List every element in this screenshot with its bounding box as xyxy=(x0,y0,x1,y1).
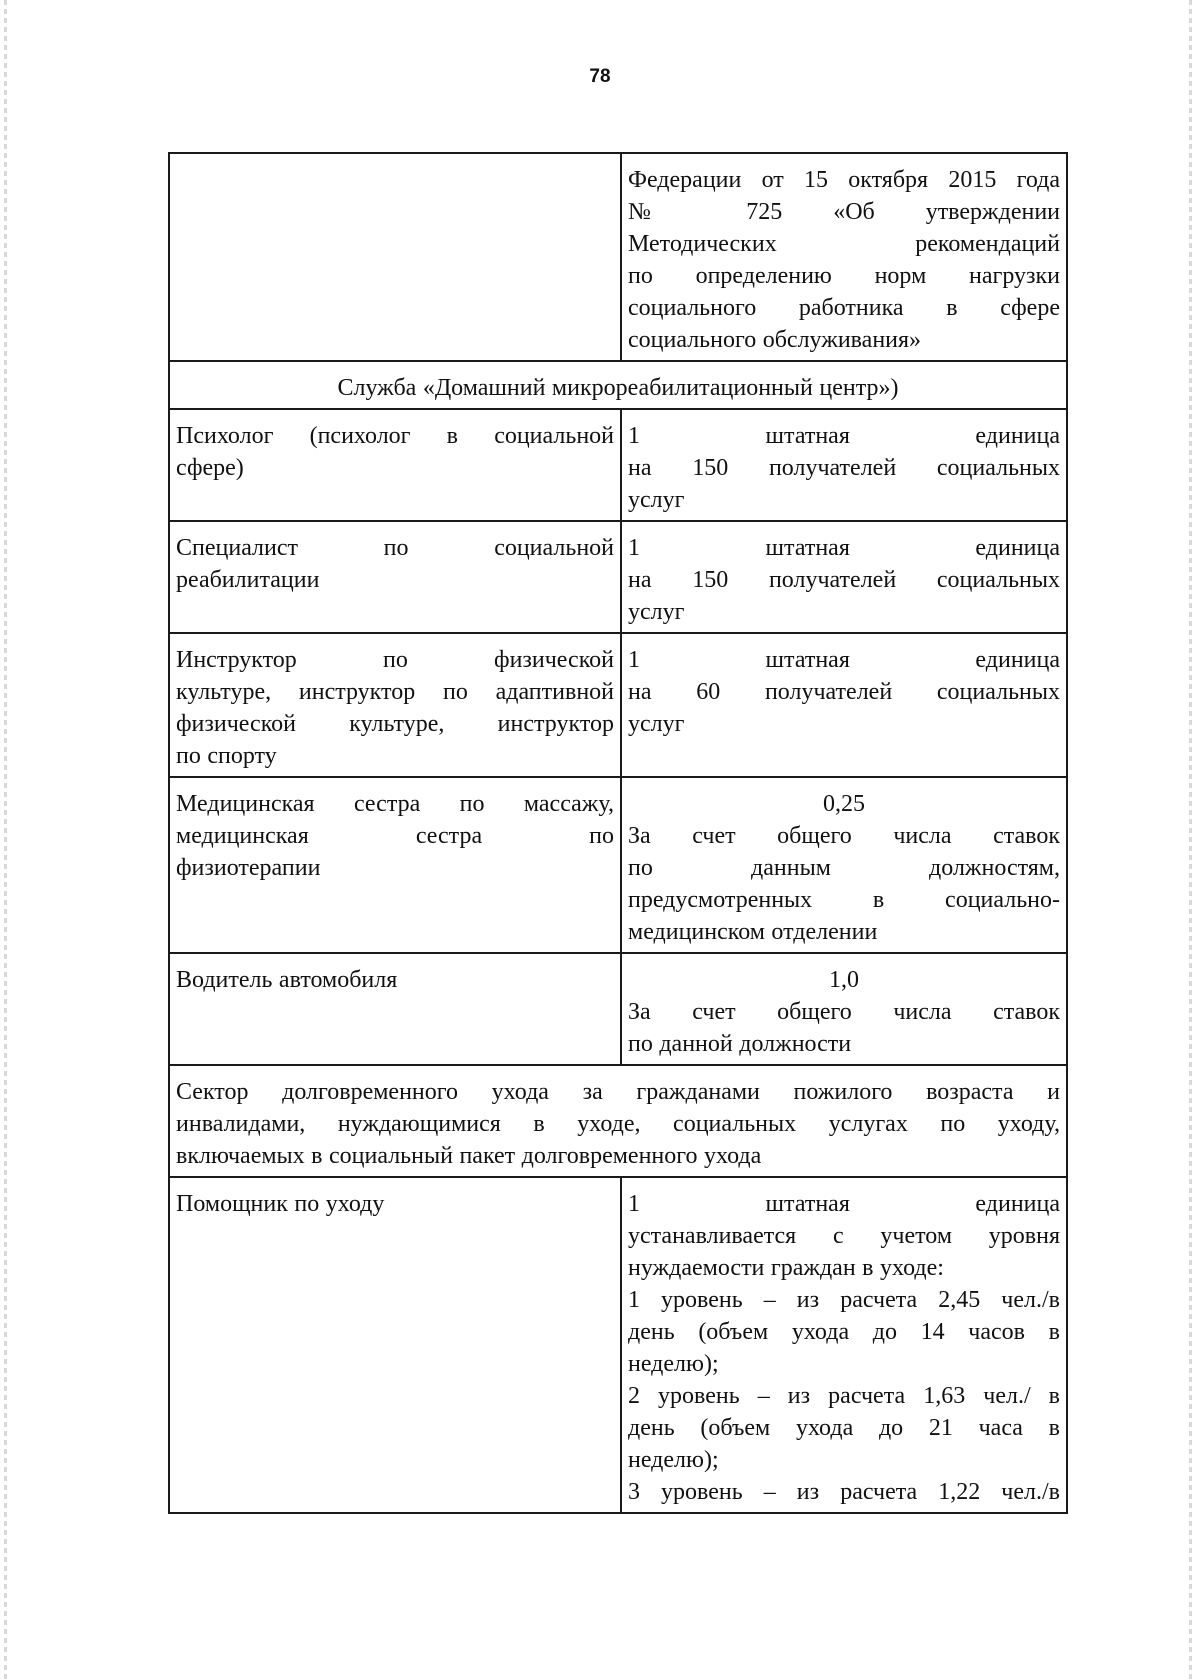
position-cell xyxy=(169,633,621,777)
cell-text-line: предусмотренных в социально- xyxy=(628,887,1060,913)
cell-text-line: услуг xyxy=(628,487,685,513)
cell-text-line: сфере) xyxy=(176,455,244,481)
norm-cell xyxy=(621,777,1067,953)
norm-cell xyxy=(621,153,1067,361)
scan-edge-right xyxy=(1189,0,1192,1680)
norm-value: 1,0 xyxy=(829,967,859,993)
position-cell xyxy=(169,153,621,361)
section-heading-cell xyxy=(169,361,1067,409)
cell-text-line: медицинская сестра по xyxy=(176,823,614,849)
cell-text-line: неделю); xyxy=(628,1351,719,1377)
cell-text-line: Водитель автомобиля xyxy=(176,967,398,993)
cell-text-line: физиотерапии xyxy=(176,855,321,881)
cell-text-line: 1 уровень – из расчета 2,45 чел./в xyxy=(628,1287,1060,1313)
position-cell xyxy=(169,777,621,953)
table-row xyxy=(169,953,1067,1065)
cell-text-line: устанавливается с учетом уровня xyxy=(628,1223,1060,1249)
cell-text-line: услуг xyxy=(628,599,685,625)
cell-text-line: на 150 получателей социальных xyxy=(628,455,1060,481)
norm-cell xyxy=(621,521,1067,633)
cell-text-line: Помощник по уходу xyxy=(176,1191,385,1217)
cell-text-line: физической культуре, инструктор xyxy=(176,711,614,737)
cell-text-line: день (объем ухода до 21 часа в xyxy=(628,1415,1060,1441)
cell-text-line: по данной должности xyxy=(628,1031,852,1057)
position-cell xyxy=(169,1177,621,1513)
cell-text-line: 2 уровень – из расчета 1,63 чел./ в xyxy=(628,1383,1060,1409)
table-row xyxy=(169,777,1067,953)
cell-text-line: социального обслуживания» xyxy=(628,327,922,353)
section-heading-cell xyxy=(169,1065,1067,1177)
cell-text-line: неделю); xyxy=(628,1447,719,1473)
cell-text-line: по спорту xyxy=(176,743,277,769)
cell-text-line: Федерации от 15 октября 2015 года xyxy=(628,167,1060,193)
table-row xyxy=(169,1065,1067,1177)
scan-edge-left xyxy=(4,0,7,1680)
cell-text-line: Психолог (психолог в социальной xyxy=(176,423,614,449)
norm-cell xyxy=(621,409,1067,521)
cell-text-line: 1 штатная единица xyxy=(628,423,1060,449)
cell-text-line: реабилитации xyxy=(176,567,320,593)
cell-text-line: Сектор долговременного ухода за гражданами пожилого возраста и xyxy=(176,1079,1060,1105)
position-cell xyxy=(169,409,621,521)
cell-text-line: нуждаемости граждан в уходе: xyxy=(628,1255,944,1281)
cell-text-line: 3 уровень – из расчета 1,22 чел./в xyxy=(628,1479,1060,1505)
norm-cell xyxy=(621,1177,1067,1513)
cell-text-line: медицинском отделении xyxy=(628,919,878,945)
norm-cell xyxy=(621,953,1067,1065)
norm-value: 0,25 xyxy=(823,791,865,817)
table-row xyxy=(169,1177,1067,1513)
cell-text-line: За счет общего числа ставок xyxy=(628,823,1060,849)
table-row xyxy=(169,409,1067,521)
table-row xyxy=(169,153,1067,361)
cell-text-line: За счет общего числа ставок xyxy=(628,999,1060,1025)
cell-text-line: на 150 получателей социальных xyxy=(628,567,1060,593)
cell-text-line: культуре, инструктор по адаптивной xyxy=(176,679,614,705)
table-row xyxy=(169,633,1067,777)
cell-text-line: Специалист по социальной xyxy=(176,535,614,561)
table-row xyxy=(169,521,1067,633)
section-heading: Служба «Домашний микрореабилитационный центр») xyxy=(337,375,899,401)
staffing-norms-table xyxy=(168,152,1068,1514)
cell-text-line: на 60 получателей социальных xyxy=(628,679,1060,705)
cell-text-line: по данным должностям, xyxy=(628,855,1060,881)
cell-text-line: Инструктор по физической xyxy=(176,647,614,673)
cell-text-line: № 725 «Об утверждении xyxy=(628,199,1060,225)
cell-text-line: Медицинская сестра по массажу, xyxy=(176,791,614,817)
norm-cell xyxy=(621,633,1067,777)
cell-text-line: услуг xyxy=(628,711,685,737)
cell-text-line: 1 штатная единица xyxy=(628,1191,1060,1217)
cell-text-line: 1 штатная единица xyxy=(628,647,1060,673)
position-cell xyxy=(169,953,621,1065)
cell-text-line: по определению норм нагрузки xyxy=(628,263,1060,289)
page-number: 78 xyxy=(589,66,611,87)
cell-text-line: социального работника в сфере xyxy=(628,295,1060,321)
cell-text-line: инвалидами, нуждающимися в уходе, социальных услугах по уходу, xyxy=(176,1111,1060,1137)
cell-text-line: включаемых в социальный пакет долговременного ухода xyxy=(176,1143,762,1169)
cell-text-line: день (объем ухода до 14 часов в xyxy=(628,1319,1060,1345)
table-row xyxy=(169,361,1067,409)
cell-text-line: 1 штатная единица xyxy=(628,535,1060,561)
staffing-norms-table-body xyxy=(169,153,1067,1513)
cell-text-line: Методических рекомендаций xyxy=(628,231,1060,257)
position-cell xyxy=(169,521,621,633)
